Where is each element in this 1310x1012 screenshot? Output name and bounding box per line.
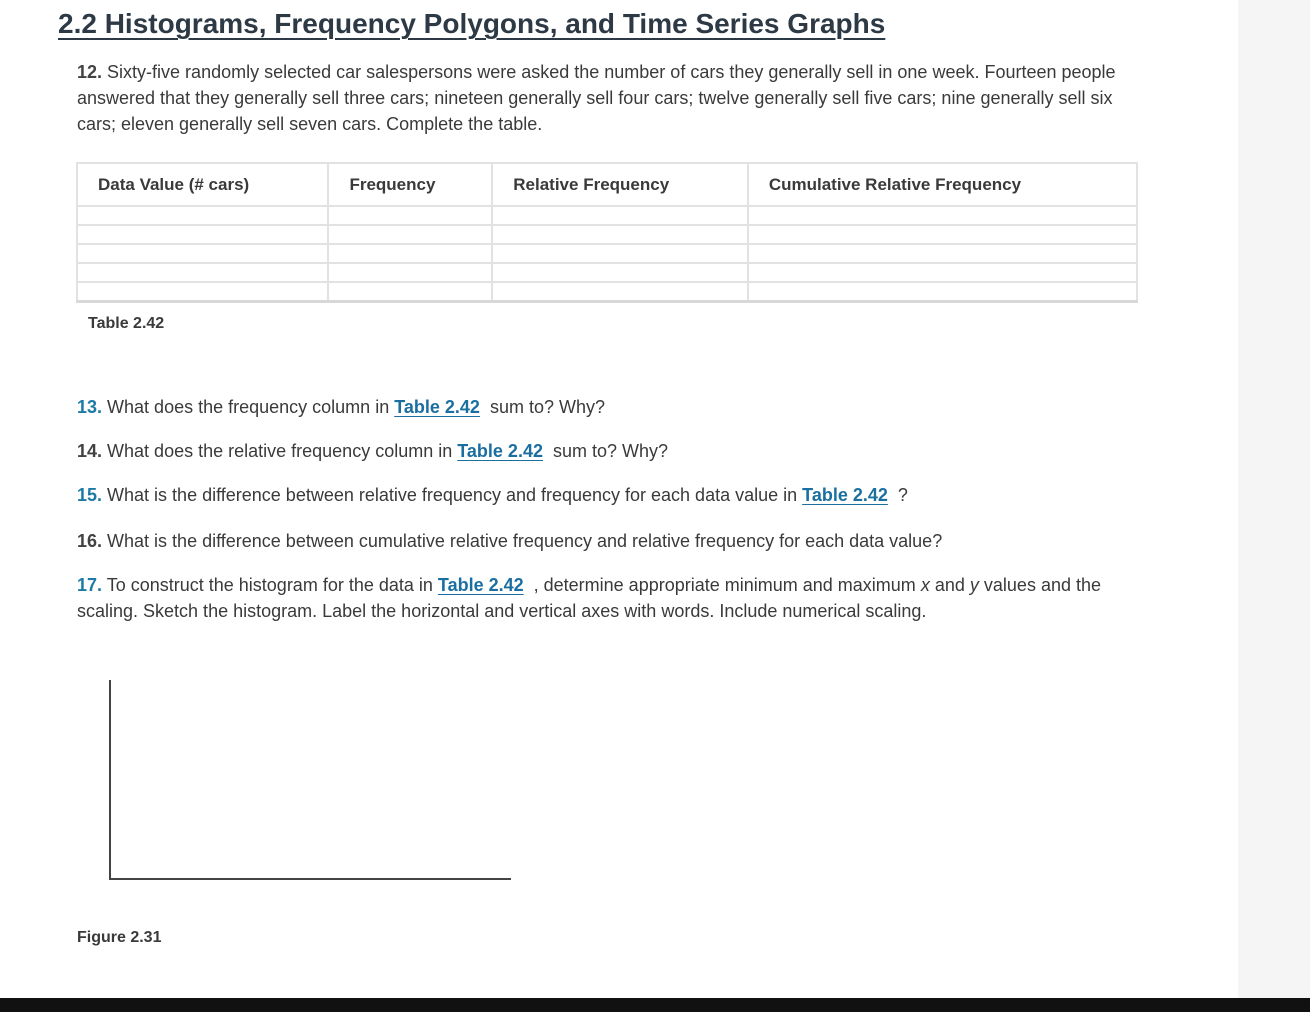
table-cell (748, 244, 1137, 263)
problem-16 (77, 528, 942, 554)
section-title-link[interactable]: 2.2 Histograms, Frequency Polygons, and Time Series Graphs (58, 8, 886, 39)
problem-text: , determine appropriate minimum and maximum (533, 575, 916, 595)
problem-text: Sixty-five randomly selected car salespersons were asked the number of cars they generally sell in one week. Fourteen people answered that they generally sell three cars; nineteen generally sell four cars; twelve generally sell five cars; nine generally sell six cars; eleven generally sell seven cars. Complete the table. (77, 62, 1116, 134)
problem-text: What is the difference between cumulative relative frequency and relative frequency for each data value? (107, 531, 943, 551)
table-cell (492, 263, 748, 282)
table-row (77, 263, 1137, 282)
table-cell (748, 282, 1137, 302)
table-header-row (77, 163, 1137, 206)
problem-text: sum to? Why? (489, 397, 605, 417)
problem-text: What does the frequency column in (107, 397, 390, 417)
blank-histogram-axes (100, 672, 520, 887)
table-row (77, 206, 1137, 225)
table-cell (748, 263, 1137, 282)
problem-number-link[interactable]: 13. (77, 397, 103, 417)
table-cell (748, 206, 1137, 225)
column-header: Relative Frequency (492, 163, 748, 206)
table-cell (328, 263, 492, 282)
problem-number: 12. (77, 62, 103, 82)
problem-14 (77, 438, 668, 464)
problem-text: What does the relative frequency column in (107, 441, 453, 461)
table-cell (77, 225, 328, 244)
figure-caption: Figure 2.31 (77, 929, 162, 946)
table-cell (77, 206, 328, 225)
table-cell (77, 263, 328, 282)
problem-number-link[interactable]: 15. (77, 485, 103, 505)
problem-13 (77, 394, 605, 420)
table-2-42-link[interactable]: Table 2.42 (457, 441, 543, 461)
frequency-table (76, 162, 1138, 303)
problem-text: ? (897, 485, 908, 505)
table-cell (492, 225, 748, 244)
table-cell (328, 206, 492, 225)
table-row (77, 225, 1137, 244)
table-cell (748, 225, 1137, 244)
table-2-42-link[interactable]: Table 2.42 (394, 397, 480, 417)
column-header: Cumulative Relative Frequency (748, 163, 1137, 206)
problem-17 (77, 572, 1137, 624)
problem-text: What is the difference between relative frequency and frequency for each data value in (107, 485, 798, 505)
table-caption: Table 2.42 (88, 315, 165, 332)
table-cell (492, 244, 748, 263)
table-cell (328, 225, 492, 244)
table-row (77, 244, 1137, 263)
bottom-bar (0, 998, 1310, 1012)
table-cell (492, 206, 748, 225)
problem-number-link[interactable]: 17. (77, 575, 103, 595)
table-cell (328, 282, 492, 302)
problem-number: 14. (77, 441, 103, 461)
column-header: Data Value (# cars) (77, 163, 328, 206)
table-cell (77, 282, 328, 302)
problem-12 (77, 59, 1117, 137)
problem-number: 16. (77, 531, 103, 551)
table-cell (492, 282, 748, 302)
problem-text: sum to? Why? (552, 441, 669, 461)
right-gutter (1238, 0, 1310, 998)
table-row (77, 282, 1137, 302)
column-header: Frequency (328, 163, 492, 206)
problem-text: values and the scaling. Sketch the histogram. Label the horizontal and vertical axes with words. Include numerical scaling. (77, 575, 1101, 621)
problem-text: To construct the histogram for the data in (106, 575, 433, 595)
table-2-42-link[interactable]: Table 2.42 (437, 575, 524, 595)
table-cell (328, 244, 492, 263)
variable-y: y (969, 575, 979, 595)
problem-15 (77, 482, 908, 508)
table-2-42-link[interactable]: Table 2.42 (802, 485, 888, 505)
table-cell (77, 244, 328, 263)
problem-text: and (934, 575, 965, 595)
variable-x: x (920, 575, 930, 595)
